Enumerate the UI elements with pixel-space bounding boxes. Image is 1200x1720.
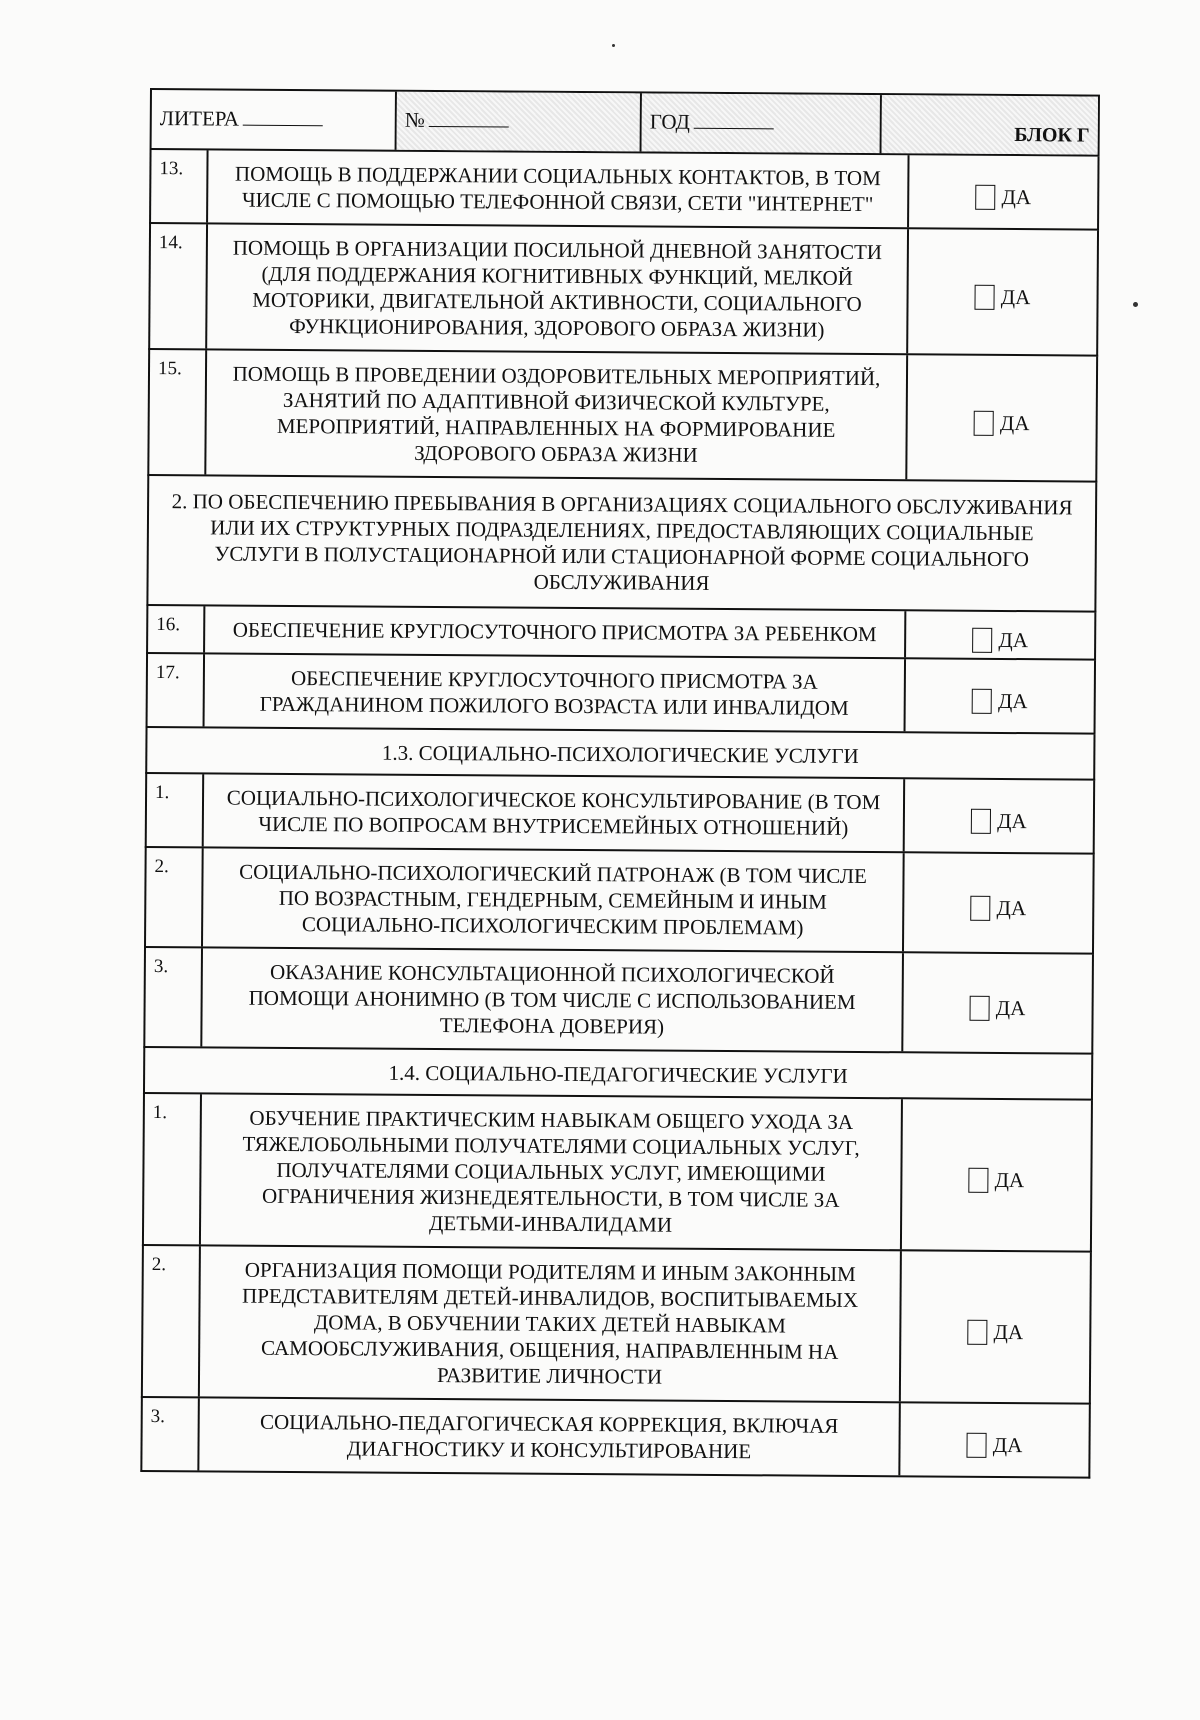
service-description: ОКАЗАНИЕ КОНСУЛЬТАЦИОННОЙ ПСИХОЛОГИЧЕСКОЙ ПОМОЩИ АНОНИМНО (В ТОМ ЧИСЛЕ С ИСПОЛЬЗОВАНИЕМ ТЕЛЕФОНА ДОВЕРИЯ)	[202, 948, 904, 1051]
yes-label: ДА	[1001, 184, 1032, 210]
scan-dot	[1133, 302, 1138, 307]
form-header	[150, 88, 1100, 157]
answer-cell	[902, 1099, 1091, 1250]
items-group-c	[143, 774, 1095, 1055]
scan-dot	[612, 44, 615, 47]
yes-label: ДА	[997, 808, 1027, 834]
row-number: 1.	[144, 1094, 202, 1244]
service-row	[140, 1398, 1090, 1479]
service-row	[147, 350, 1098, 483]
yes-label: ДА	[993, 1319, 1024, 1345]
service-description: СОЦИАЛЬНО-ПСИХОЛОГИЧЕСКОЕ КОНСУЛЬТИРОВАНИЕ (В ТОМ ЧИСЛЕ ПО ВОПРОСАМ ВНУТРИСЕМЕЙНЫХ ОТНОШЕНИЙ)	[204, 774, 905, 851]
row-number: 3.	[145, 948, 203, 1046]
row-number: 2.	[143, 1246, 201, 1396]
service-description: ОБЕСПЕЧЕНИЕ КРУГЛОСУТОЧНОГО ПРИСМОТРА ЗА РЕБЕНКОМ	[205, 606, 906, 657]
yes-label: ДА	[1000, 284, 1031, 310]
answer-cell	[901, 1251, 1090, 1402]
answer-cell	[905, 779, 1093, 852]
service-description: ПОМОЩЬ В ПРОВЕДЕНИИ ОЗДОРОВИТЕЛЬНЫХ МЕРОПРИЯТИЙ, ЗАНЯТИЙ ПО АДАПТИВНОЙ ФИЗИЧЕСКОЙ КУЛЬТУРЕ, МЕРОПРИЯТИЙ, НАПРАВЛЕННЫХ НА ФОРМИРОВАНИЕ ЗДОРОВОГО ОБРАЗА ЖИЗНИ	[206, 350, 908, 479]
number-field[interactable]	[397, 92, 642, 152]
service-description: ПОМОЩЬ В ОРГАНИЗАЦИИ ПОСИЛЬНОЙ ДНЕВНОЙ ЗАНЯТОСТИ (ДЛЯ ПОДДЕРЖАНИЯ КОГНИТИВНЫХ ФУНКЦИЙ, МЕЛКОЙ МОТОРИКИ, ДВИГАТЕЛЬНОЙ АКТИВНОСТИ, СОЦИАЛЬНОГО ФУНКЦИОНИРОВАНИЯ, ЗДОРОВОГО ОБРАЗА ЖИЗНИ)	[207, 224, 909, 353]
service-description: ОРГАНИЗАЦИЯ ПОМОЩИ РОДИТЕЛЯМ И ИНЫМ ЗАКОННЫМ ПРЕДСТАВИТЕЛЯМ ДЕТЕЙ-ИНВАЛИДОВ, ВОСПИТЫВАЕМЫХ ДОМА, В ОБУЧЕНИИ ТАКИХ ДЕТЕЙ НАВЫКАМ САМООБСЛУЖИВАНИЯ, ОБЩЕНИЯ, НАПРАВЛЕННЫМ НА РАЗВИТИЕ ЛИЧНОСТИ	[200, 1246, 902, 1401]
yes-checkbox[interactable]	[972, 688, 992, 713]
service-row	[142, 1094, 1093, 1253]
items-group-a	[147, 150, 1099, 483]
answer-cell	[909, 155, 1097, 228]
row-number: 13.	[151, 150, 209, 222]
row-number: 14.	[150, 224, 208, 348]
yes-checkbox[interactable]	[967, 1432, 987, 1457]
yes-checkbox[interactable]	[974, 410, 994, 435]
yes-checkbox[interactable]	[972, 627, 992, 652]
yes-label: ДА	[999, 410, 1030, 436]
service-row	[141, 1246, 1092, 1405]
litera-field[interactable]	[152, 90, 397, 150]
yes-label: ДА	[996, 895, 1027, 921]
row-number: 15.	[149, 350, 207, 474]
service-description: ОБЕСПЕЧЕНИЕ КРУГЛОСУТОЧНОГО ПРИСМОТРА ЗА ГРАЖДАНИНОМ ПОЖИЛОГО ВОЗРАСТА ИЛИ ИНВАЛИДОМ	[205, 654, 906, 731]
yes-label: ДА	[994, 1167, 1025, 1193]
section-1-4-heading: 1.4. СОЦИАЛЬНО-ПЕДАГОГИЧЕСКИЕ УСЛУГИ	[143, 1048, 1093, 1101]
yes-checkbox[interactable]	[970, 895, 990, 920]
service-description: СОЦИАЛЬНО-ПЕДАГОГИЧЕСКАЯ КОРРЕКЦИЯ, ВКЛЮЧАЯ ДИАГНОСТИКУ И КОНСУЛЬТИРОВАНИЕ	[199, 1398, 900, 1475]
section-1-3-heading: 1.3. СОЦИАЛЬНО-ПСИХОЛОГИЧЕСКИЕ УСЛУГИ	[145, 728, 1095, 781]
items-group-b	[146, 606, 1097, 735]
service-row	[148, 224, 1099, 357]
row-number: 16.	[148, 606, 205, 652]
service-description: СОЦИАЛЬНО-ПСИХОЛОГИЧЕСКИЙ ПАТРОНАЖ (В ТОМ ЧИСЛЕ ПО ВОЗРАСТНЫМ, ГЕНДЕРНЫМ, СЕМЕЙНЫМ И ИНЫМ СОЦИАЛЬНО-ПСИХОЛОГИЧЕСКИМ ПРОБЛЕМАМ)	[203, 848, 905, 951]
row-number: 17.	[148, 654, 206, 726]
yes-label: ДА	[992, 1432, 1023, 1458]
answer-cell	[904, 853, 1093, 952]
service-description: ПОМОЩЬ В ПОДДЕРЖАНИИ СОЦИАЛЬНЫХ КОНТАКТОВ, В ТОМ ЧИСЛЕ С ПОМОЩЬЮ ТЕЛЕФОННОЙ СВЯЗИ, СЕТИ "ИНТЕРНЕТ"	[208, 150, 909, 227]
service-row	[146, 654, 1096, 735]
year-field[interactable]	[642, 93, 882, 153]
service-row	[144, 848, 1095, 955]
section-2-heading: 2. ПО ОБЕСПЕЧЕНИЮ ПРЕБЫВАНИЯ В ОРГАНИЗАЦИЯХ СОЦИАЛЬНОГО ОБСЛУЖИВАНИЯ ИЛИ ИХ СТРУКТУРНЫХ ПОДРАЗДЕЛЕНИЯХ, ПРЕДОСТАВЛЯЮЩИХ СОЦИАЛЬНЫЕ УСЛУГИ В ПОЛУСТАЦИОНАРНОЙ ИЛИ СТАЦИОНАРНОЙ ФОРМЕ СОЦИАЛЬНОГО ОБСЛУЖИВАНИЯ	[146, 476, 1097, 613]
yes-checkbox[interactable]	[975, 284, 995, 309]
row-number: 1.	[147, 774, 205, 846]
yes-checkbox[interactable]	[970, 995, 990, 1020]
number-label: №	[405, 108, 509, 133]
answer-cell	[900, 1403, 1088, 1476]
answer-cell	[903, 953, 1092, 1052]
service-row	[149, 150, 1099, 231]
yes-label: ДА	[998, 627, 1029, 653]
answer-cell	[908, 229, 1097, 354]
service-description: ОБУЧЕНИЕ ПРАКТИЧЕСКИМ НАВЫКАМ ОБЩЕГО УХОДА ЗА ТЯЖЕЛОБОЛЬНЫМИ ПОЛУЧАТЕЛЯМИ СОЦИАЛЬНЫХ УСЛУГ, ПОЛУЧАТЕЛЯМИ СОЦИАЛЬНЫХ УСЛУГ, ИМЕЮЩИМИ ОГРАНИЧЕНИЯ ЖИЗНЕДЕЯТЕЛЬНОСТИ, В ТОМ ЧИСЛЕ ЗА ДЕТЬМИ-ИНВАЛИДАМИ	[201, 1094, 903, 1249]
row-number: 2.	[146, 848, 204, 946]
answer-cell	[906, 659, 1094, 732]
row-number: 3.	[142, 1398, 200, 1470]
service-row	[146, 606, 1096, 661]
litera-label: ЛИТЕРА	[160, 106, 323, 131]
items-group-d	[140, 1094, 1093, 1479]
answer-cell	[906, 611, 1094, 658]
form-sheet	[140, 88, 1100, 1479]
block-label: БЛОК Г	[882, 95, 1098, 155]
yes-checkbox[interactable]	[971, 808, 991, 833]
yes-checkbox[interactable]	[967, 1319, 987, 1344]
service-row	[145, 774, 1095, 855]
year-label: ГОД	[650, 109, 774, 134]
service-row	[143, 948, 1094, 1055]
answer-cell	[907, 355, 1096, 480]
yes-label: ДА	[997, 688, 1028, 714]
yes-checkbox[interactable]	[975, 184, 995, 209]
yes-label: ДА	[995, 995, 1026, 1021]
yes-checkbox[interactable]	[969, 1167, 989, 1192]
